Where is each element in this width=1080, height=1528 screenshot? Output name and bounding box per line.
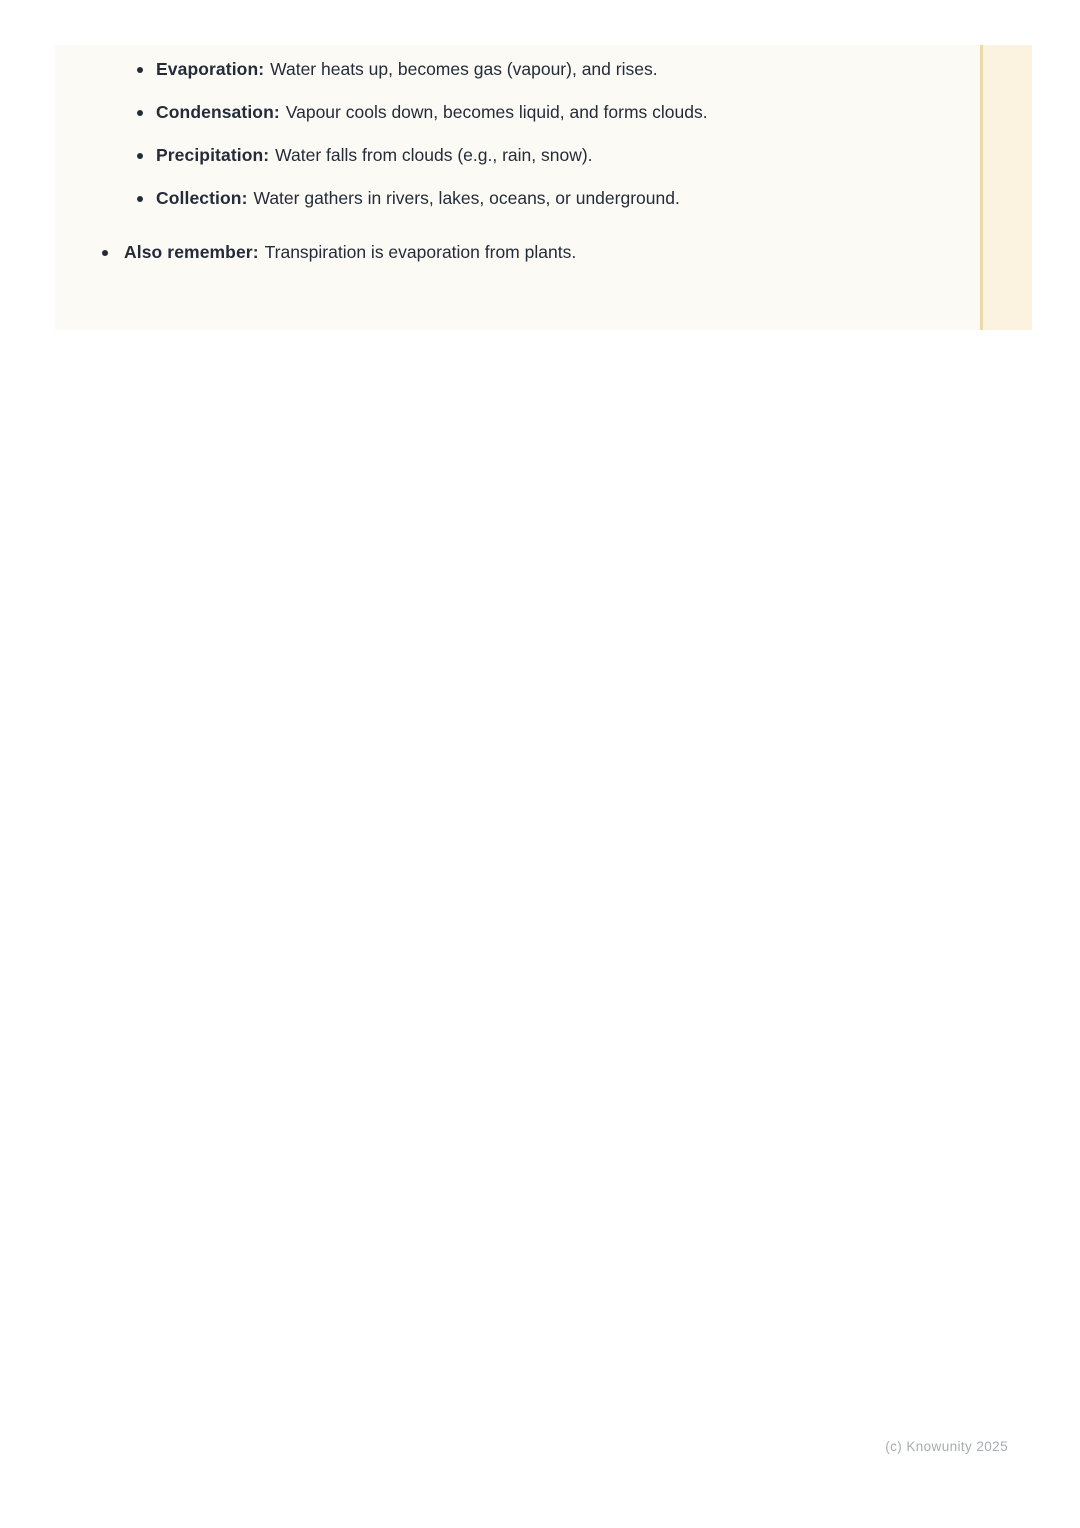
bullet-icon [137,110,143,116]
list-item-text [156,99,708,126]
term-definition: Water heats up, becomes gas (vapour), and rises. [270,59,658,79]
list-item [55,56,1032,83]
list-item [55,185,1032,212]
list-item-text [124,239,576,266]
list-item [55,142,1032,169]
term-definition: Transpiration is evaporation from plants. [264,242,577,262]
water-cycle-stage-list [55,56,1032,212]
term-label: Precipitation: [156,145,270,165]
copyright-notice: (c) Knowunity 2025 [885,1439,1008,1454]
bullet-icon [137,153,143,159]
list-item [55,99,1032,126]
term-definition: Water falls from clouds (e.g., rain, snow). [275,145,593,165]
list-item-text [156,185,680,212]
bullet-icon [102,250,108,256]
term-label: Evaporation: [156,59,265,79]
term-label: Collection: [156,188,248,208]
note-card [55,45,1032,330]
note-content [55,45,1032,266]
term-definition: Vapour cools down, becomes liquid, and forms clouds. [285,102,708,122]
list-item-text [156,142,593,169]
bullet-icon [137,196,143,202]
term-label: Also remember: [124,242,259,262]
bullet-icon [137,67,143,73]
term-label: Condensation: [156,102,280,122]
term-definition: Water gathers in rivers, lakes, oceans, or underground. [253,188,680,208]
list-item-text [156,56,658,83]
reminder-list [55,239,1032,266]
list-item [55,239,1032,266]
